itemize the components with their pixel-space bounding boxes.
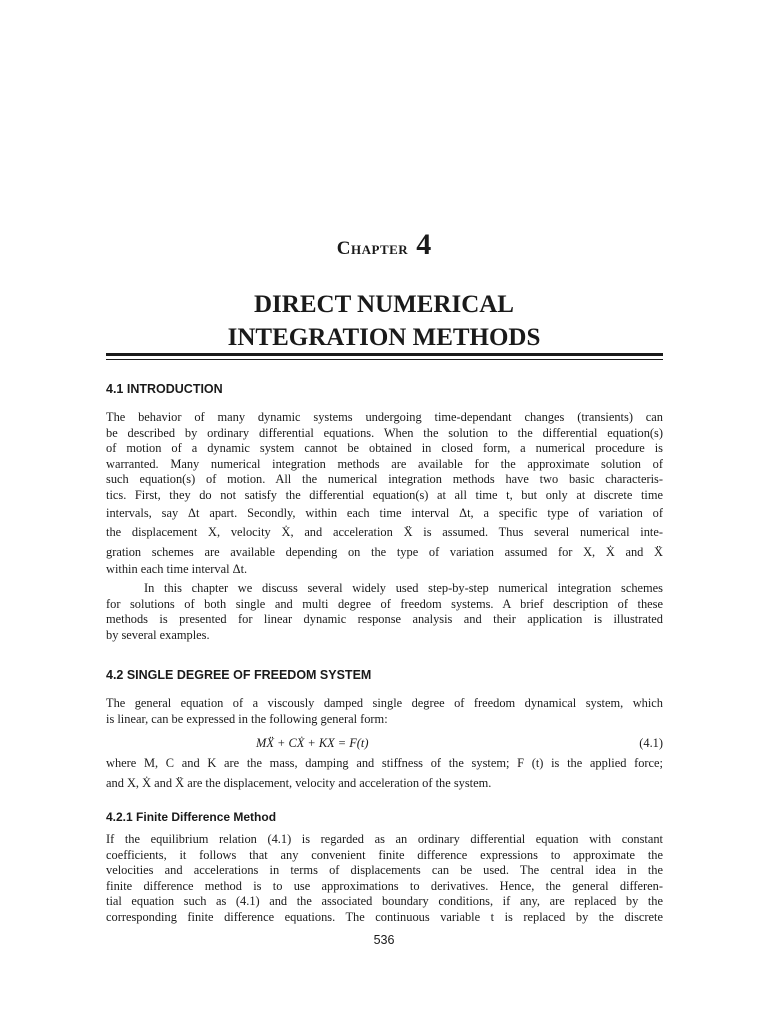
sdof-paragraph-2 (106, 756, 663, 794)
text-line: gration schemes are available depending on the type of variation assumed for X, Ẋ and Ẍ (106, 544, 663, 559)
text-line: tics. First, they do not satisfy the differential equation(s) at all time t, but only at discrete time (106, 487, 663, 502)
intro-paragraph-1 (106, 410, 663, 577)
chapter-title-line-1: DIRECT NUMERICAL (254, 291, 514, 318)
chapter-label (0, 228, 768, 262)
text-line: velocities and accelerations in terms of displacements can be used. The central idea in the (106, 863, 663, 878)
text-line: coefficients, it follows that any convenient finite difference expressions to approximate the (106, 847, 663, 862)
finite-difference-paragraph (106, 832, 663, 926)
text-line: and X, Ẋ and Ẍ are the displacement, velocity and acceleration of the system. (106, 775, 492, 790)
text-line: If the equilibrium relation (4.1) is regarded as an ordinary differential equation with constant (106, 832, 663, 846)
text-line: for solutions of both single and multi degree of freedom systems. A brief description of these (106, 596, 663, 611)
text-line: intervals, say Δt apart. Secondly, within each time interval Δt, a specific type of variation of (106, 505, 663, 520)
text-line: is linear, can be expressed in the following general form: (106, 711, 388, 726)
text-line: finite difference method is to use approximations to derivatives. Hence, the general differen- (106, 878, 663, 893)
title-rule-thin (106, 359, 663, 360)
text-line: where M, C and K are the mass, damping and stiffness of the system; F (t) is the applied force; (106, 756, 663, 770)
text-line: such equation(s) of motion. All the numerical integration methods have two basic characteris- (106, 472, 663, 487)
equation-number: (4.1) (639, 736, 663, 750)
title-rule-thick (106, 353, 663, 356)
subsection-heading-finite-difference: 4.2.1 Finite Difference Method (106, 810, 277, 824)
text-line: by several examples. (106, 627, 210, 642)
text-line: methods is presented for linear dynamic response analysis and their application is illustrated (106, 612, 663, 627)
text-line: the displacement X, velocity Ẋ, and acceleration Ẍ is assumed. Thus several numerical inte- (106, 524, 663, 539)
section-heading-sdof: 4.2 SINGLE DEGREE OF FREEDOM SYSTEM (106, 668, 372, 682)
sdof-paragraph-1 (106, 696, 663, 727)
chapter-title-line-2: INTEGRATION METHODS (227, 324, 541, 351)
page-number: 536 (373, 933, 395, 947)
text-line: The behavior of many dynamic systems undergoing time-dependant changes (transients) can (106, 410, 663, 424)
text-line: In this chapter we discuss several widely used step-by-step numerical integration schemes (144, 581, 663, 595)
text-line: tial equation such as (4.1) and the associated boundary conditions, if any, are replaced by the (106, 894, 663, 909)
chapter-title (0, 288, 768, 354)
section-heading-introduction: 4.1 INTRODUCTION (106, 382, 223, 396)
chapter-word: Chapter (336, 238, 409, 259)
intro-paragraph-2 (106, 581, 663, 643)
text-line: warranted. Many numerical integration methods are available for the approximate solution of (106, 456, 663, 471)
text-line: The general equation of a viscously damped single degree of freedom dynamical system, which (106, 696, 663, 710)
text-line: within each time interval Δt. (106, 561, 248, 576)
chapter-number: 4 (416, 228, 432, 261)
text-line: corresponding finite difference equations. The continuous variable t is replaced by the discrete (106, 909, 663, 924)
text-line: be described by ordinary differential equations. When the solution to the differential equation(s) (106, 425, 663, 440)
text-line: of motion of a dynamic system cannot be obtained in closed form, a numerical procedure is (106, 441, 663, 456)
equation-expression: MẌ + CẊ + KX = F(t) (256, 736, 369, 750)
